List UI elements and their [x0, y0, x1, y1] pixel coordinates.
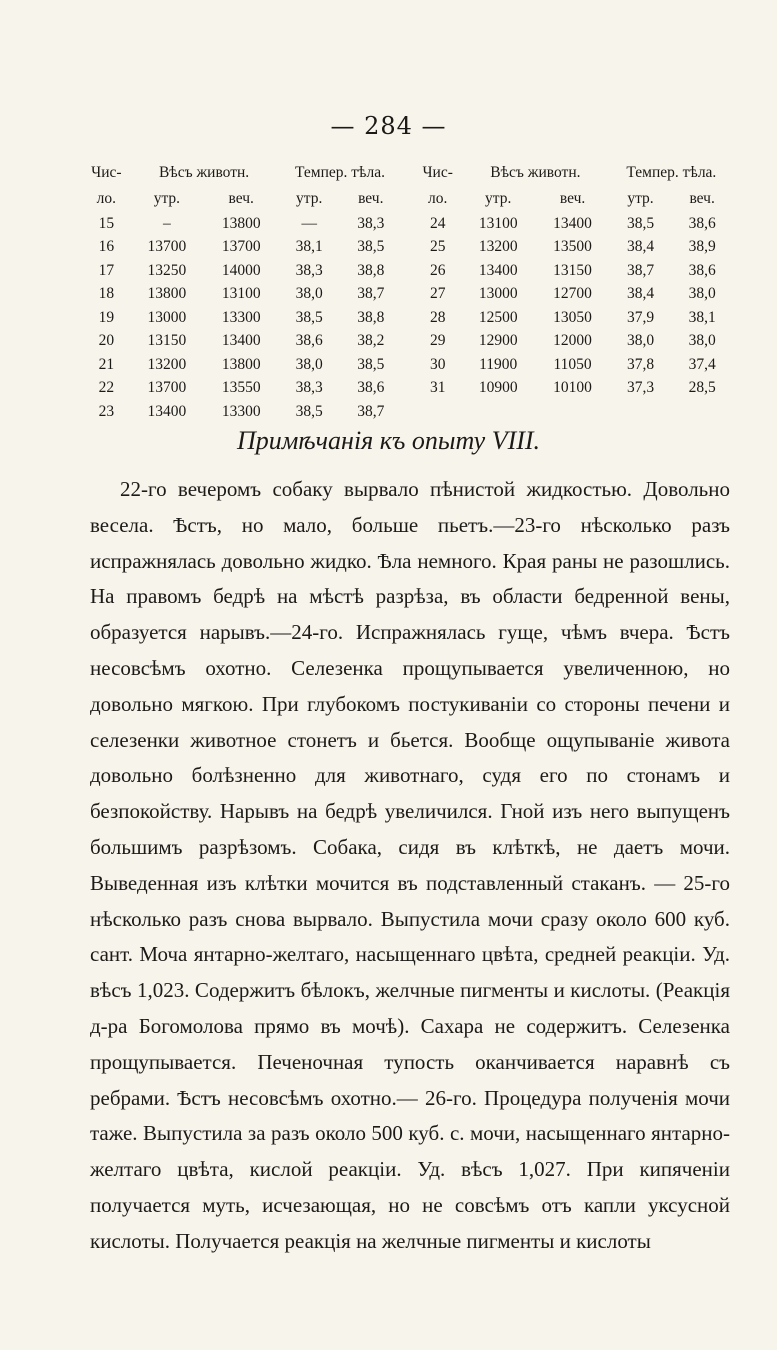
- column-header: ло.: [96, 189, 117, 207]
- table-sub-header-row: [83, 185, 733, 212]
- table-row: [83, 283, 733, 307]
- table-cell: 12900: [478, 332, 518, 350]
- table-cell: 21: [98, 355, 115, 373]
- table-cell: 20: [98, 332, 115, 350]
- table-cell: 38,6: [295, 332, 323, 350]
- table-cell: 28,5: [688, 379, 716, 397]
- table-row: [83, 377, 733, 401]
- table-cell: 18: [98, 285, 115, 303]
- table-cell: 13500: [553, 238, 592, 256]
- table-cell: 37,3: [626, 379, 655, 397]
- table-cell: 38,7: [357, 285, 385, 303]
- table-cell: 26: [429, 261, 446, 279]
- table-cell: 13300: [221, 402, 261, 420]
- table-cell: 37,8: [626, 355, 655, 373]
- table-cell: [414, 400, 461, 424]
- table-cell: 12000: [553, 332, 592, 350]
- table-cell: 24: [429, 214, 446, 232]
- table-cell: 23: [98, 402, 115, 420]
- table-cell: 13400: [221, 332, 261, 350]
- table-cell: 38,0: [688, 285, 716, 303]
- table-cell: 38,0: [295, 355, 323, 373]
- table-cell: 38,8: [357, 261, 385, 279]
- table-cell: 28: [429, 308, 446, 326]
- table-cell: 38,1: [688, 308, 716, 326]
- table-cell: 38,3: [295, 261, 323, 279]
- table-cell: 22: [98, 379, 115, 397]
- table-cell: 19: [98, 308, 115, 326]
- table-cell: 27: [429, 285, 446, 303]
- table-cell: 13150: [553, 261, 592, 279]
- table-cell: –: [163, 214, 171, 232]
- table-cell: 10900: [478, 379, 518, 397]
- data-table: [83, 160, 733, 424]
- table-cell: 29: [429, 332, 446, 350]
- table-row: [83, 259, 733, 283]
- table-cell: 12700: [553, 285, 592, 303]
- column-group-header: Чис-: [91, 163, 122, 181]
- table-cell: 13800: [221, 355, 261, 373]
- table-cell: 12500: [478, 308, 518, 326]
- table-cell: 13800: [221, 214, 261, 232]
- table-cell: 38,7: [357, 402, 385, 420]
- table-cell: 38,6: [688, 261, 716, 279]
- column-header: утр.: [153, 189, 181, 207]
- table-cell: 13000: [147, 308, 187, 326]
- column-header: веч.: [559, 189, 586, 207]
- table-cell: 25: [429, 238, 446, 256]
- section-heading: Примѣчанія къ опыту VIII.: [236, 426, 541, 455]
- column-header: веч.: [228, 189, 254, 207]
- table-cell: 13200: [147, 355, 187, 373]
- table-cell: 13000: [478, 285, 518, 303]
- table-cell: 13550: [221, 379, 261, 397]
- table-row: [83, 236, 733, 260]
- table-cell: 38,0: [688, 332, 716, 350]
- table-cell: 13100: [478, 214, 518, 232]
- table-group-header-row: [83, 160, 733, 185]
- table-cell: 38,3: [295, 379, 323, 397]
- table-cell: 13200: [478, 238, 518, 256]
- column-group-header: Темпер. тѣла.: [626, 163, 717, 181]
- table-cell: 38,5: [357, 355, 385, 373]
- table-cell: 37,9: [626, 308, 655, 326]
- table-cell: 13400: [478, 261, 518, 279]
- table-row: [83, 400, 733, 424]
- column-header: ло.: [428, 189, 448, 207]
- table-cell: 38,0: [626, 332, 655, 350]
- table-cell: 13150: [147, 332, 187, 350]
- table-cell: 38,1: [295, 238, 323, 256]
- column-header: утр.: [296, 189, 323, 207]
- table-row: [83, 212, 733, 236]
- column-group-header: Вѣсъ животн.: [158, 163, 250, 181]
- table-cell: 38,0: [295, 285, 323, 303]
- table-cell: 38,9: [688, 238, 716, 256]
- column-group-header: Вѣсъ животн.: [490, 163, 581, 181]
- table-cell: 38,2: [357, 332, 385, 350]
- table-cell: 38,5: [295, 402, 323, 420]
- table-cell: 11900: [479, 355, 518, 373]
- column-group-header: Темпер. тѣла.: [295, 163, 385, 181]
- table-cell: 38,4: [626, 238, 655, 256]
- table-cell: 38,8: [357, 308, 385, 326]
- table-cell: 38,3: [357, 214, 385, 232]
- table-row: [83, 306, 733, 330]
- table-cell: 38,5: [626, 214, 655, 232]
- table-cell: 16: [98, 238, 115, 256]
- table-cell: [610, 400, 672, 424]
- table-cell: 15: [98, 214, 115, 232]
- table-cell: 30: [429, 355, 446, 373]
- table-cell: 17: [98, 261, 115, 279]
- table-cell: 13700: [147, 238, 187, 256]
- table-cell: 10100: [553, 379, 592, 397]
- column-group-header: Чис-: [422, 163, 453, 181]
- body-paragraph: 22-го вечеромъ собаку вырвало пѣнистой жидкостью. Довольно весела. Ѣстъ, но мало, больше пьетъ.—23-го нѣсколько разъ испражнялась довольно жидко. Ѣла немного. Края раны не разошлись. На правомъ бедрѣ на мѣстѣ разрѣза, въ области бедренной вены, образуется нарывъ.—24-го. Испражнялась гуще, чѣмъ вчера. Ѣстъ несовсѣмъ охотно. Селезенка прощупывается увеличенною, но довольно мягкою. При глубокомъ постукиваніи со стороны печени и селезенки животное стонетъ и бьется. Вообще ощупываніе живота довольно болѣзненно для животнаго, судя его по стонамъ и безпокойству. Нарывъ на бедрѣ увеличился. Гной изъ него выпущенъ большимъ разрѣзомъ. Собака, сидя въ клѣткѣ, не даетъ мочи. Выведенная изъ клѣтки мочится въ подставленный стаканъ. — 25-го нѣсколько разъ снова вырвало. Выпустила мочи сразу около 600 куб. сант. Моча янтарно-желтаго, насыщеннаго цвѣта, средней реакціи. Уд. вѣсъ 1,023. Содержитъ бѣлокъ, желчные пигменты и кислоты. (Реакція д-ра Богомолова прямо въ мочѣ). Сахара не содержитъ. Селезенка прощупывается. Печеночная тупость оканчивается наравнѣ съ ребрами. Ѣстъ несовсѣмъ охотно.— 26-го. Процедура полученія мочи таже. Выпустила за разъ около 500 куб. с. мочи, насыщеннаго янтарно-желтаго цвѣта, кислой реакціи. Уд. вѣсъ 1,027. При кипяченіи получается муть, исчезающая, но не совсѣмъ отъ капли уксусной кислоты. Получается реакція на желчные пигменты и кислоты: [90, 477, 730, 1253]
- table-cell: 13100: [221, 285, 261, 303]
- table-cell: 38,5: [357, 238, 385, 256]
- table-cell: 13700: [147, 379, 187, 397]
- table-cell: 37,4: [688, 355, 716, 373]
- table-row: [83, 353, 733, 377]
- table-cell: 38,6: [357, 379, 385, 397]
- table-cell: 38,4: [626, 285, 655, 303]
- table-cell: 13400: [147, 402, 187, 420]
- table-body: [83, 212, 733, 424]
- page-number: — 284 —: [330, 112, 447, 140]
- table-cell: 38,7: [626, 261, 655, 279]
- table-cell: —: [301, 214, 317, 232]
- table-cell: 13700: [221, 238, 261, 256]
- column-header: утр.: [627, 189, 654, 207]
- column-header: утр.: [485, 189, 512, 207]
- table-cell: 13050: [553, 308, 592, 326]
- table-row: [83, 330, 733, 354]
- column-header: веч.: [358, 189, 384, 207]
- table-cell: 14000: [221, 261, 261, 279]
- table-cell: 13300: [221, 308, 261, 326]
- table-cell: 31: [429, 379, 446, 397]
- table-cell: [535, 400, 609, 424]
- table-cell: [671, 400, 733, 424]
- table-cell: [461, 400, 535, 424]
- table-cell: 13250: [147, 261, 187, 279]
- column-header: веч.: [689, 189, 715, 207]
- table-cell: 11050: [553, 355, 592, 373]
- table-cell: 38,5: [295, 308, 323, 326]
- table-cell: 38,6: [688, 214, 716, 232]
- table-cell: 13800: [147, 285, 187, 303]
- table-cell: 13400: [553, 214, 592, 232]
